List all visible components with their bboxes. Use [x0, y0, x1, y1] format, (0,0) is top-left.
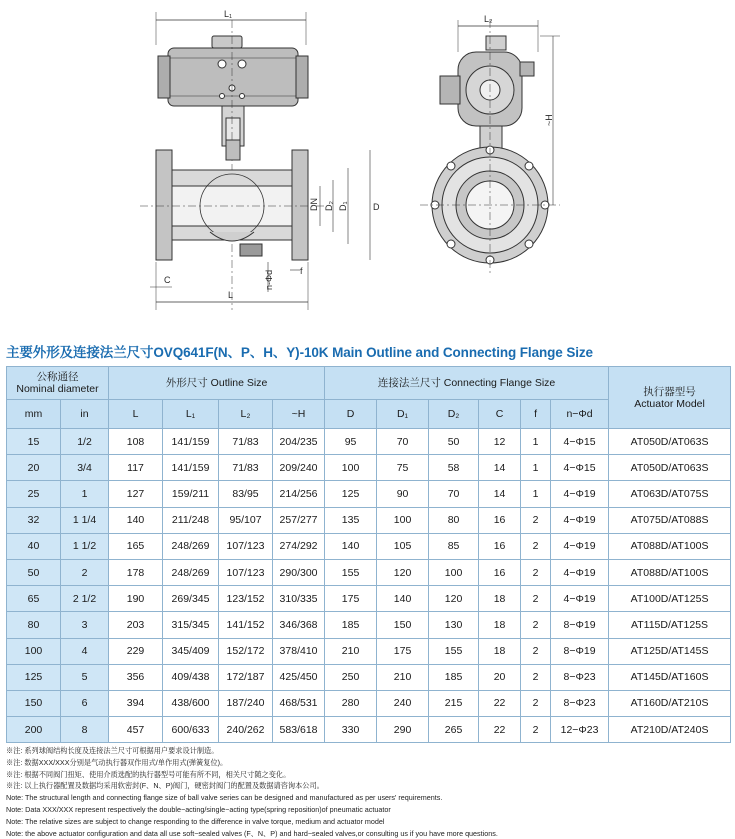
cell-l: 394 [109, 690, 163, 716]
cell-mm: 40 [7, 533, 61, 559]
header-f: f [521, 400, 551, 429]
cell-mm: 150 [7, 690, 61, 716]
cell-d1: 290 [377, 717, 429, 743]
cell-l2: 71/83 [219, 429, 273, 455]
cell-mm: 125 [7, 664, 61, 690]
cell-h: 378/410 [273, 638, 325, 664]
cell-l: 165 [109, 533, 163, 559]
cell-l2: 107/123 [219, 533, 273, 559]
cell-d: 135 [325, 507, 377, 533]
cell-d1: 240 [377, 690, 429, 716]
cell-l1: 438/600 [163, 690, 219, 716]
note-line: Note: The structural length and connecting flange size of ball valve series can be designed and manufactured as per users' requirements. [6, 793, 443, 803]
cell-f: 1 [521, 481, 551, 507]
cell-model: AT115D/AT125S [609, 612, 731, 638]
cell-d: 95 [325, 429, 377, 455]
header-actuator-cn: 执行器型号 [643, 385, 696, 398]
cell-l1: 269/345 [163, 586, 219, 612]
cell-f: 1 [521, 455, 551, 481]
table-row [7, 612, 731, 638]
cell-model: AT063D/AT075S [609, 481, 731, 507]
cell-l: 140 [109, 507, 163, 533]
cell-d1: 150 [377, 612, 429, 638]
note-line: ※注: 根据不同阀门扭矩、使用介质选配的执行器型号可能有所不同，相关尺寸随之变化。 [6, 769, 291, 779]
table-row [7, 586, 731, 612]
cell-l: 229 [109, 638, 163, 664]
cell-l: 127 [109, 481, 163, 507]
dim-label-d1: D₁ [338, 201, 348, 211]
cell-nphid: 12−Φ23 [551, 717, 609, 743]
cell-l: 457 [109, 717, 163, 743]
table-row [7, 559, 731, 585]
cell-d2: 100 [429, 559, 479, 585]
cell-h: 290/300 [273, 559, 325, 585]
cell-model: AT125D/AT145S [609, 638, 731, 664]
cell-in: 4 [61, 638, 109, 664]
header-nominal-cn: 公称通径 [36, 371, 79, 383]
header-l1: L₁ [163, 400, 219, 429]
cell-mm: 50 [7, 559, 61, 585]
cell-d2: 130 [429, 612, 479, 638]
cell-in: 5 [61, 664, 109, 690]
dim-label-l: L [228, 290, 234, 300]
table-row [7, 638, 731, 664]
cell-c: 12 [479, 429, 521, 455]
cell-f: 2 [521, 612, 551, 638]
header-nominal-diameter [7, 367, 109, 400]
cell-l: 108 [109, 429, 163, 455]
cell-d2: 50 [429, 429, 479, 455]
cell-mm: 32 [7, 507, 61, 533]
technical-drawing [0, 0, 735, 330]
cell-c: 20 [479, 664, 521, 690]
header-mm: mm [7, 400, 61, 429]
cell-d: 155 [325, 559, 377, 585]
dim-label-f: f [300, 266, 303, 276]
cell-mm: 65 [7, 586, 61, 612]
cell-nphid: 4−Φ15 [551, 429, 609, 455]
cell-mm: 100 [7, 638, 61, 664]
cell-nphid: 8−Φ23 [551, 690, 609, 716]
cell-l2: 71/83 [219, 455, 273, 481]
cell-d2: 265 [429, 717, 479, 743]
cell-nphid: 4−Φ19 [551, 481, 609, 507]
cell-model: AT100D/AT125S [609, 586, 731, 612]
cell-in: 1/2 [61, 429, 109, 455]
cell-c: 22 [479, 690, 521, 716]
cell-nphid: 4−Φ19 [551, 533, 609, 559]
cell-l1: 409/438 [163, 664, 219, 690]
dim-label-nphid: n-Φd [264, 269, 274, 290]
cell-f: 1 [521, 429, 551, 455]
cell-d1: 75 [377, 455, 429, 481]
dim-label-l2: L₂ [484, 14, 493, 24]
cell-nphid: 4−Φ19 [551, 559, 609, 585]
cell-d2: 185 [429, 664, 479, 690]
cell-l2: 123/152 [219, 586, 273, 612]
cell-d2: 155 [429, 638, 479, 664]
cell-c: 16 [479, 533, 521, 559]
cell-d1: 140 [377, 586, 429, 612]
cell-h: 204/235 [273, 429, 325, 455]
cell-l2: 240/262 [219, 717, 273, 743]
cell-d2: 70 [429, 481, 479, 507]
header-c: C [479, 400, 521, 429]
cell-l2: 172/187 [219, 664, 273, 690]
table-row [7, 455, 731, 481]
cell-model: AT050D/AT063S [609, 429, 731, 455]
cell-nphid: 8−Φ19 [551, 612, 609, 638]
cell-mm: 80 [7, 612, 61, 638]
cell-in: 1 1/2 [61, 533, 109, 559]
cell-l1: 159/211 [163, 481, 219, 507]
cell-d: 100 [325, 455, 377, 481]
cell-model: AT075D/AT088S [609, 507, 731, 533]
cell-l1: 315/345 [163, 612, 219, 638]
cell-h: 425/450 [273, 664, 325, 690]
table-row [7, 481, 731, 507]
cell-d1: 175 [377, 638, 429, 664]
cell-l1: 141/159 [163, 429, 219, 455]
cell-c: 14 [479, 481, 521, 507]
table-row [7, 664, 731, 690]
table-row [7, 717, 731, 743]
cell-f: 2 [521, 586, 551, 612]
cell-mm: 200 [7, 717, 61, 743]
cell-f: 2 [521, 664, 551, 690]
cell-d: 210 [325, 638, 377, 664]
cell-f: 2 [521, 717, 551, 743]
cell-d2: 85 [429, 533, 479, 559]
cell-h: 257/277 [273, 507, 325, 533]
cell-d2: 120 [429, 586, 479, 612]
cell-c: 18 [479, 612, 521, 638]
cell-nphid: 8−Φ23 [551, 664, 609, 690]
cell-f: 2 [521, 507, 551, 533]
cell-d1: 90 [377, 481, 429, 507]
header-nominal-en: Nominal diameter [16, 383, 99, 395]
cell-d1: 210 [377, 664, 429, 690]
cell-f: 2 [521, 559, 551, 585]
header-d1: D₁ [377, 400, 429, 429]
cell-d2: 80 [429, 507, 479, 533]
table-body [7, 429, 731, 743]
cell-l: 117 [109, 455, 163, 481]
cell-l1: 248/269 [163, 533, 219, 559]
cell-l1: 600/633 [163, 717, 219, 743]
cell-l: 190 [109, 586, 163, 612]
cell-c: 16 [479, 559, 521, 585]
cell-h: 346/368 [273, 612, 325, 638]
cell-l: 356 [109, 664, 163, 690]
cell-in: 2 1/2 [61, 586, 109, 612]
cell-model: AT145D/AT160S [609, 664, 731, 690]
header-outline-size: 外形尺寸 Outline Size [109, 367, 325, 400]
cell-mm: 25 [7, 481, 61, 507]
cell-d: 330 [325, 717, 377, 743]
cell-c: 22 [479, 717, 521, 743]
header-l2: L₂ [219, 400, 273, 429]
cell-d2: 215 [429, 690, 479, 716]
cell-d: 175 [325, 586, 377, 612]
cell-in: 8 [61, 717, 109, 743]
header-actuator-model [609, 367, 731, 429]
dim-label-d: D [373, 202, 380, 212]
dim-label-d2: D₂ [324, 201, 334, 211]
section-title: 主要外形及连接法兰尺寸OVQ641F(N、P、H、Y)-10K Main Outline and Connecting Flange Size [6, 345, 593, 360]
table-row [7, 533, 731, 559]
cell-model: AT088D/AT100S [609, 559, 731, 585]
cell-nphid: 4−Φ19 [551, 586, 609, 612]
cell-c: 16 [479, 507, 521, 533]
cell-d: 140 [325, 533, 377, 559]
cell-c: 18 [479, 638, 521, 664]
cell-l1: 141/159 [163, 455, 219, 481]
cell-in: 2 [61, 559, 109, 585]
notes-section [6, 745, 732, 839]
header-actuator-en: Actuator Model [634, 397, 705, 410]
cell-d: 280 [325, 690, 377, 716]
cell-f: 2 [521, 638, 551, 664]
cell-l1: 248/269 [163, 559, 219, 585]
dimension-table [6, 366, 730, 743]
header-in: in [61, 400, 109, 429]
table-row [7, 429, 731, 455]
cell-h: 310/335 [273, 586, 325, 612]
cell-nphid: 8−Φ19 [551, 638, 609, 664]
header-d: D [325, 400, 377, 429]
table-row [7, 507, 731, 533]
cell-h: 468/531 [273, 690, 325, 716]
cell-in: 3 [61, 612, 109, 638]
cell-d: 125 [325, 481, 377, 507]
cell-mm: 15 [7, 429, 61, 455]
cell-nphid: 4−Φ19 [551, 507, 609, 533]
cell-d1: 120 [377, 559, 429, 585]
cell-l2: 152/172 [219, 638, 273, 664]
cell-l2: 83/95 [219, 481, 273, 507]
cell-model: AT088D/AT100S [609, 533, 731, 559]
cell-f: 2 [521, 533, 551, 559]
cell-model: AT160D/AT210S [609, 690, 731, 716]
dim-label-dn: DN [309, 198, 319, 211]
cell-d1: 100 [377, 507, 429, 533]
cell-d1: 70 [377, 429, 429, 455]
cell-l2: 95/107 [219, 507, 273, 533]
cell-h: 214/256 [273, 481, 325, 507]
cell-h: 209/240 [273, 455, 325, 481]
cell-l: 178 [109, 559, 163, 585]
note-line: ※注: 以上执行器配置及数据均采用软密封(F、N、P)阀门，硬密封阀门的配置及数据请咨询本公司。 [6, 781, 324, 791]
cell-l1: 345/409 [163, 638, 219, 664]
table-row [7, 690, 731, 716]
dim-label-l1: L₁ [224, 9, 233, 19]
cell-f: 2 [521, 690, 551, 716]
note-line: Note: Data XXX/XXX represent respectively the double−acting/single−acting type(spring reposition)of pneumatic actuator [6, 804, 391, 814]
dim-label-c: C [164, 275, 171, 285]
header-l: L [109, 400, 163, 429]
cell-in: 1 [61, 481, 109, 507]
cell-in: 6 [61, 690, 109, 716]
cell-l2: 187/240 [219, 690, 273, 716]
cell-in: 1 1/4 [61, 507, 109, 533]
cell-d2: 58 [429, 455, 479, 481]
cell-d: 250 [325, 664, 377, 690]
note-line: ※注: 数据XXX/XXX分别是气动执行器双作用式/单作用式(弹簧复位)。 [6, 757, 228, 767]
dim-label-h: ~H [544, 114, 554, 126]
header-nphid: n−Φd [551, 400, 609, 429]
cell-in: 3/4 [61, 455, 109, 481]
cell-mm: 20 [7, 455, 61, 481]
cell-l2: 141/152 [219, 612, 273, 638]
cell-l: 203 [109, 612, 163, 638]
cell-l1: 211/248 [163, 507, 219, 533]
header-h: ~H [273, 400, 325, 429]
cell-c: 18 [479, 586, 521, 612]
note-line: ※注: 系列球阀结构长度及连接法兰尺寸可根据用户要求设计制造。 [6, 746, 219, 755]
cell-h: 583/618 [273, 717, 325, 743]
cell-h: 274/292 [273, 533, 325, 559]
cell-model: AT210D/AT240S [609, 717, 731, 743]
cell-l2: 107/123 [219, 559, 273, 585]
note-line: Note: the above actuator configuration and data all use soft−sealed valves (F、N、P) and hard−sealed valves,or consulting us if you have more questions. [6, 828, 498, 838]
header-d2: D₂ [429, 400, 479, 429]
cell-nphid: 4−Φ15 [551, 455, 609, 481]
cell-model: AT050D/AT063S [609, 455, 731, 481]
cell-d: 185 [325, 612, 377, 638]
cell-d1: 105 [377, 533, 429, 559]
note-line: Note: The relative sizes are subject to change responding to the difference in valve torque, medium and actuator model [6, 816, 385, 826]
cell-c: 14 [479, 455, 521, 481]
header-flange-size: 连接法兰尺寸 Connecting Flange Size [325, 367, 609, 400]
